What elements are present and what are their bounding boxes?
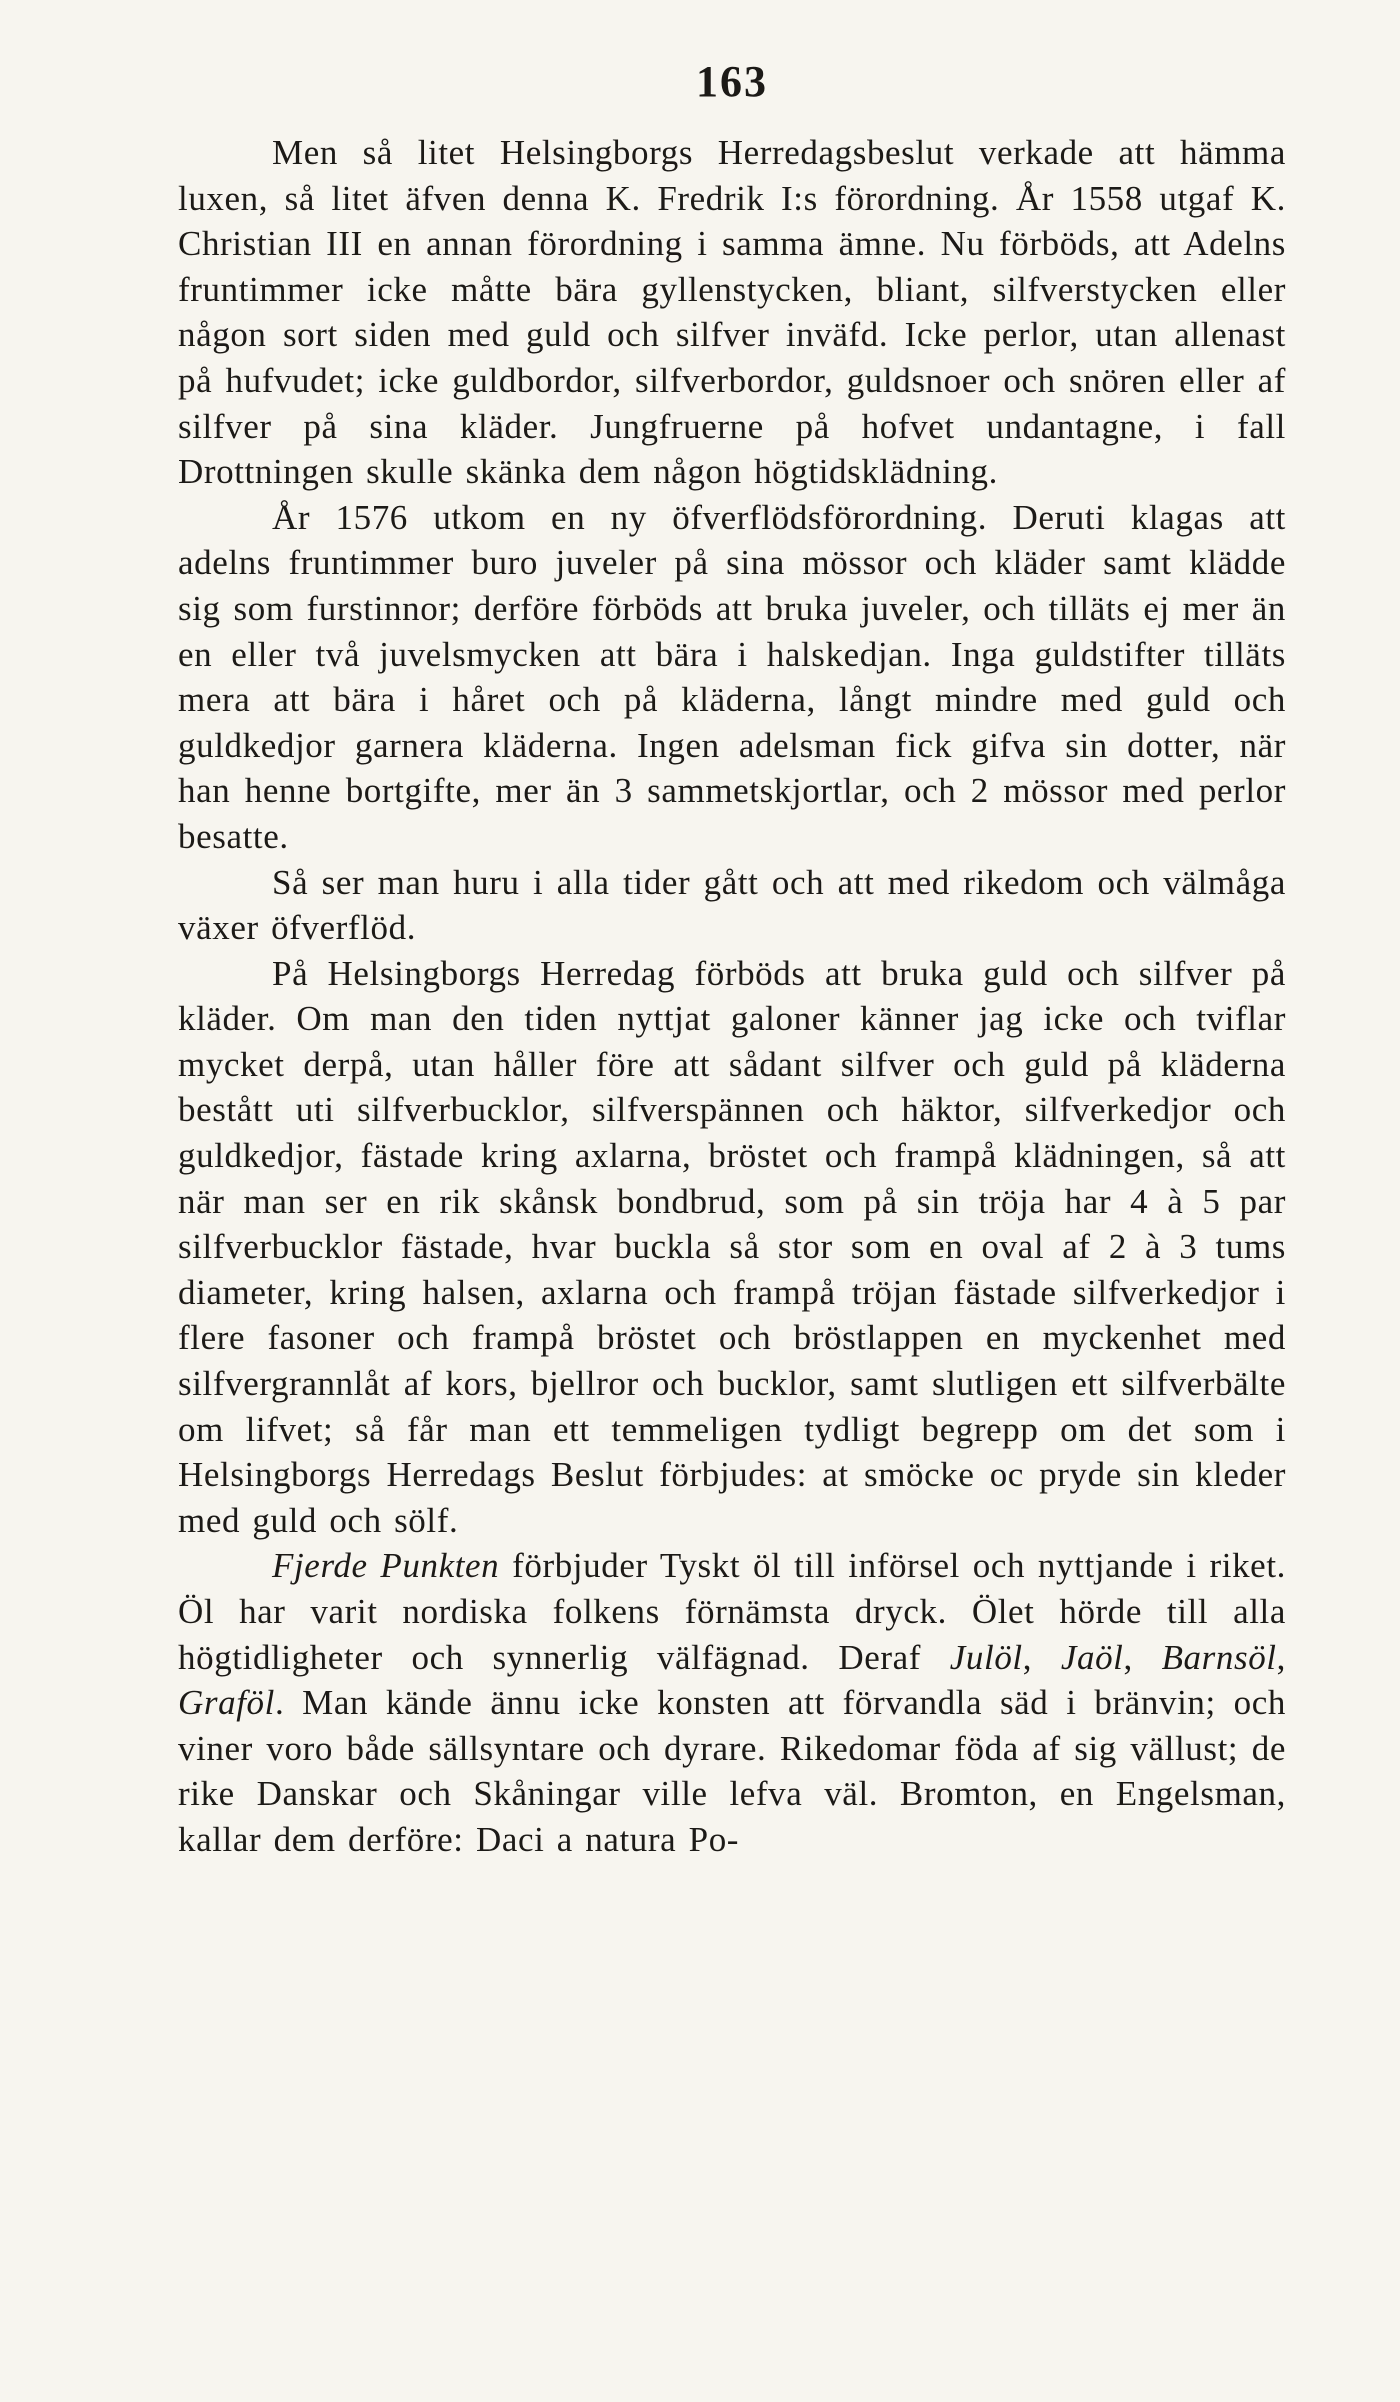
document-page — [178, 57, 1286, 1863]
paragraph-text: År 1576 utkom en ny öfverflödsförordning. Deruti klagas att adelns fruntimmer buro juveler på sina mössor och kläder samt klädde sig som furstinnor; derföre förböds att bruka juveler, och tilläts ej mer än en eller två juvelsmycken att bära i halskedjan. Inga guldstifter tilläts mera att bära i håret och på kläderna, långt mindre med guld och guldkedjor garnera kläderna. Ingen adelsman fick gifva sin dotter, när han henne bortgifte, mer än 3 sammetskjortlar, och 2 mössor med perlor besatte. — [178, 497, 1286, 856]
paragraph-text: , — [1123, 1637, 1162, 1677]
paragraph-text: förbjuder Tyskt öl till införsel och nyttjande i riket. Öl har varit nordiska folkens förnämsta dryck. Ölet hörde till alla högtidligheter och synnerlig välfägnad. Deraf — [178, 1546, 1286, 1677]
paragraph — [178, 1543, 1286, 1862]
paragraph — [178, 130, 1286, 495]
italic-term: Barnsöl — [1161, 1637, 1277, 1677]
italic-term: Julöl — [949, 1637, 1023, 1677]
paragraph — [178, 951, 1286, 1544]
paragraph-text: På Helsingborgs Herredag förböds att bruka guld och silfver på kläder. Om man den tiden nyttjat galoner känner jag icke och tviflar mycket derpå, utan håller före att sådant silfver och guld på kläderna bestått uti silfverbucklor, silfverspännen och häktor, silfverkedjor och guldkedjor, fästade kring axlarna, bröstet och frampå klädningen, så att när man ser en rik skånsk bondbrud, som på sin tröja har 4 à 5 par silfverbucklor fästade, hvar buckla så stor som en oval af 2 à 3 tums diameter, kring halsen, axlarna och frampå tröjan fästade silfverkedjor i flere fasoner och frampå bröstet och bröstlappen en myckenhet med silfvergrannlåt af kors, bjellror och bucklor, samt slutligen ett silfverbälte om lifvet; så får man ett temmeligen tydligt begrepp om det som i Helsingborgs Herredags Beslut förbjudes: at smöcke oc pryde sin kleder med guld och sölf. — [178, 953, 1286, 1540]
italic-term: Fjerde Punkten — [272, 1546, 500, 1586]
page-number: 163 — [696, 57, 768, 106]
paragraph — [178, 495, 1286, 860]
paragraph-text: , — [1276, 1637, 1286, 1677]
paragraph — [178, 860, 1286, 951]
paragraph-text: Så ser man huru i alla tider gått och att med rikedom och välmåga växer öfverflöd. — [178, 862, 1286, 948]
italic-term: Graföl — [178, 1683, 275, 1723]
paragraph-text: . Man kände ännu icke konsten att förvandla säd i bränvin; och viner voro både sällsyntare och dyrare. Rikedomar föda af sig vällust; de rike Danskar och Skåningar ville lefva väl. Bromton, en Engelsman, kallar dem derföre: Daci a natura Po- — [178, 1683, 1286, 1859]
paragraph-text: , — [1022, 1637, 1061, 1677]
paragraph-text: Men så litet Helsingborgs Herredagsbeslut verkade att hämma luxen, så litet äfven denna K. Fredrik I:s förordning. År 1558 utgaf K. Christian III en annan förordning i samma ämne. Nu förböds, att Adelns fruntimmer icke måtte bära gyllenstycken, bliant, silfverstycken eller någon sort siden med guld och silfver inväfd. Icke perlor, utan allenast på hufvudet; icke guldbordor, silfverbordor, guldsnoer och snören eller af silfver på sina kläder. Jungfruerne på hofvet undantagne, i fall Drottningen skulle skänka dem någon högtidsklädning. — [178, 133, 1286, 492]
italic-term: Jaöl — [1060, 1637, 1124, 1677]
